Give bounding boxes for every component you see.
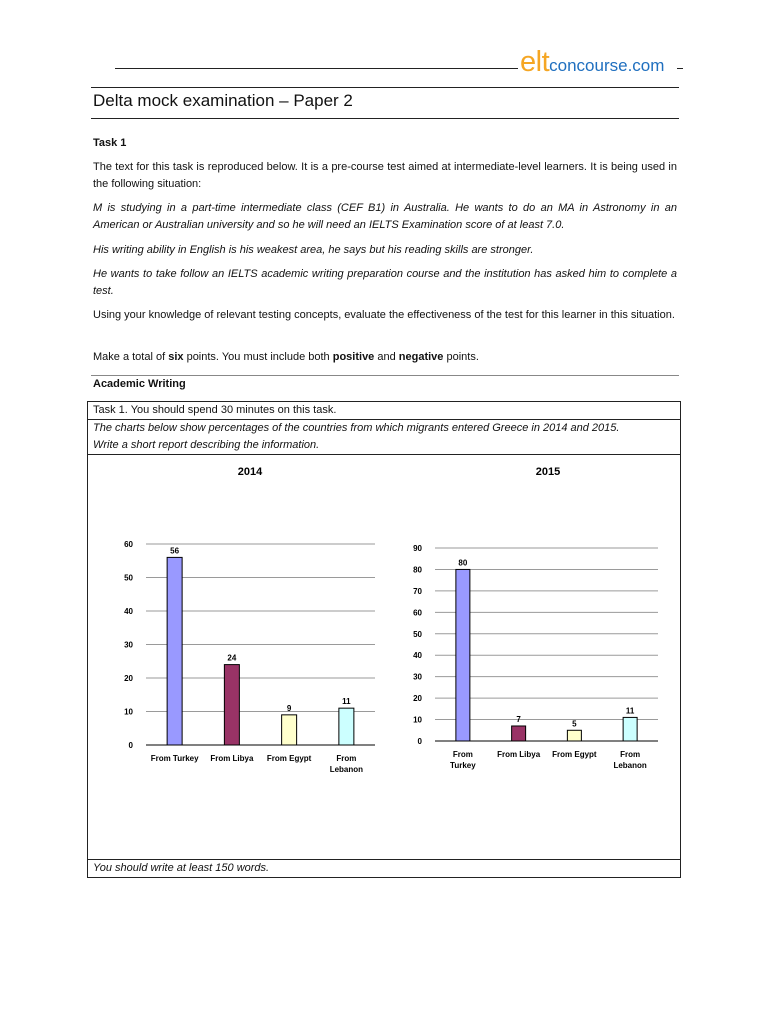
task-box-row-1: Task 1. You should spend 30 minutes on this task. xyxy=(93,404,337,416)
chart-2014-y-tick-label: 0 xyxy=(128,741,133,750)
title-bottom-rule xyxy=(91,118,679,119)
chart-2015-y-tick-label: 50 xyxy=(413,629,422,639)
chart-2015-data-label: 5 xyxy=(572,719,577,729)
chart-2015-y-tick-label: 60 xyxy=(413,608,422,618)
page-title: Delta mock examination – Paper 2 xyxy=(93,91,353,110)
chart-2015-y-tick-label: 10 xyxy=(413,715,422,725)
task-box xyxy=(87,401,681,878)
chart-2015-y-tick-label: 80 xyxy=(413,565,422,575)
chart-2015-bar xyxy=(623,717,637,741)
logo-suffix: concourse.com xyxy=(549,56,665,75)
chart-2014-data-label: 11 xyxy=(342,697,351,707)
chart-2015-category-label: From Egypt xyxy=(552,750,597,759)
chart-2014-data-label: 24 xyxy=(227,653,237,663)
chart-2014-category-label: From Egypt xyxy=(266,754,312,763)
chart-2014-category-label: From Lebanon xyxy=(329,754,364,774)
points-negative: negative xyxy=(398,351,444,363)
chart-2014-y-tick-label: 10 xyxy=(124,707,133,717)
points-part-4: points. xyxy=(443,351,479,363)
chart-2015-bar xyxy=(567,730,581,741)
chart-2014-y-tick-label: 20 xyxy=(124,674,133,683)
chart-2014-bar xyxy=(167,557,182,745)
chart-2015-category-label: From Lebanon xyxy=(613,750,647,770)
chart-2014-data-label: 9 xyxy=(286,703,292,713)
points-part-3: and xyxy=(374,351,399,363)
chart-2015-data-label: 80 xyxy=(458,558,468,568)
section-heading: Academic Writing xyxy=(93,378,186,390)
chart-2015-data-label: 7 xyxy=(516,714,521,724)
intro-paragraph: The text for this task is reproduced below. It is a pre-course test aimed at intermediate-level learners. It is being used in the following situation: xyxy=(93,161,677,190)
header-rule xyxy=(115,68,518,69)
chart-2015-data-label: 11 xyxy=(625,706,635,716)
points-part-2: points. You must include both xyxy=(183,351,333,363)
chart-2014-data-label: 56 xyxy=(170,546,180,556)
situation-paragraph-1: M is studying in a part-time intermediate class (CEF B1) in Australia. He wants to do an MA in Astronomy in an American or Australian university and so he will need an IELTS Examination score of at least 7.0. xyxy=(93,202,677,231)
chart-2015-y-tick-label: 30 xyxy=(413,672,422,682)
task-box-row-2-line-2: Write a short report describing the information. xyxy=(93,439,320,451)
chart-2015-bar xyxy=(456,569,470,741)
chart-2014-bar xyxy=(282,715,297,745)
points-part-1: Make a total of xyxy=(93,351,169,363)
chart-2014-title: 2014 xyxy=(237,466,263,478)
chart-2015-y-tick-label: 0 xyxy=(417,737,422,746)
chart-2015-y-tick-label: 70 xyxy=(413,586,422,596)
chart-2014-bar xyxy=(339,708,354,745)
chart-2014-bar xyxy=(224,665,239,745)
points-instruction xyxy=(93,349,677,366)
charts-area xyxy=(88,455,680,858)
chart-2014-y-tick-label: 60 xyxy=(124,540,133,549)
chart-2015-category-label: From Libya xyxy=(497,750,541,759)
chart-2015-bar xyxy=(512,726,526,741)
task-heading: Task 1 xyxy=(93,137,127,149)
logo-prefix: elt xyxy=(520,46,550,78)
chart-2014-category-label: From Turkey xyxy=(150,754,199,763)
chart-2014-y-tick-label: 50 xyxy=(124,573,133,583)
task-box-footer: You should write at least 150 words. xyxy=(93,862,270,874)
situation-paragraph-3: He wants to take follow an IELTS academic writing preparation course and the institution has asked him to complete a test. xyxy=(93,268,677,297)
chart-2015-title: 2015 xyxy=(535,466,561,478)
chart-2015-y-tick-label: 90 xyxy=(413,544,422,553)
points-positive: positive xyxy=(332,351,375,363)
chart-2014-category-label: From Libya xyxy=(210,754,254,763)
logo xyxy=(520,46,664,79)
chart-2014-y-tick-label: 40 xyxy=(124,607,133,616)
title-top-rule xyxy=(91,87,679,88)
task-box-row-2-line-1: The charts below show percentages of the countries from which migrants entered Greece in 2014 and 2015. xyxy=(93,422,620,434)
points-six: six xyxy=(168,351,184,363)
logo-rule xyxy=(677,68,683,69)
instruction-paragraph: Using your knowledge of relevant testing concepts, evaluate the effectiveness of the test for this learner in this situation. xyxy=(93,309,675,321)
chart-2015-y-tick-label: 40 xyxy=(413,651,422,661)
chart-2015-y-tick-label: 20 xyxy=(413,694,422,704)
situation-paragraph-2: His writing ability in English is his weakest area, he says but his reading skills are stronger. xyxy=(93,244,534,256)
chart-2015-category-label: From Turkey xyxy=(450,750,476,770)
chart-2014-y-tick-label: 30 xyxy=(124,640,133,650)
